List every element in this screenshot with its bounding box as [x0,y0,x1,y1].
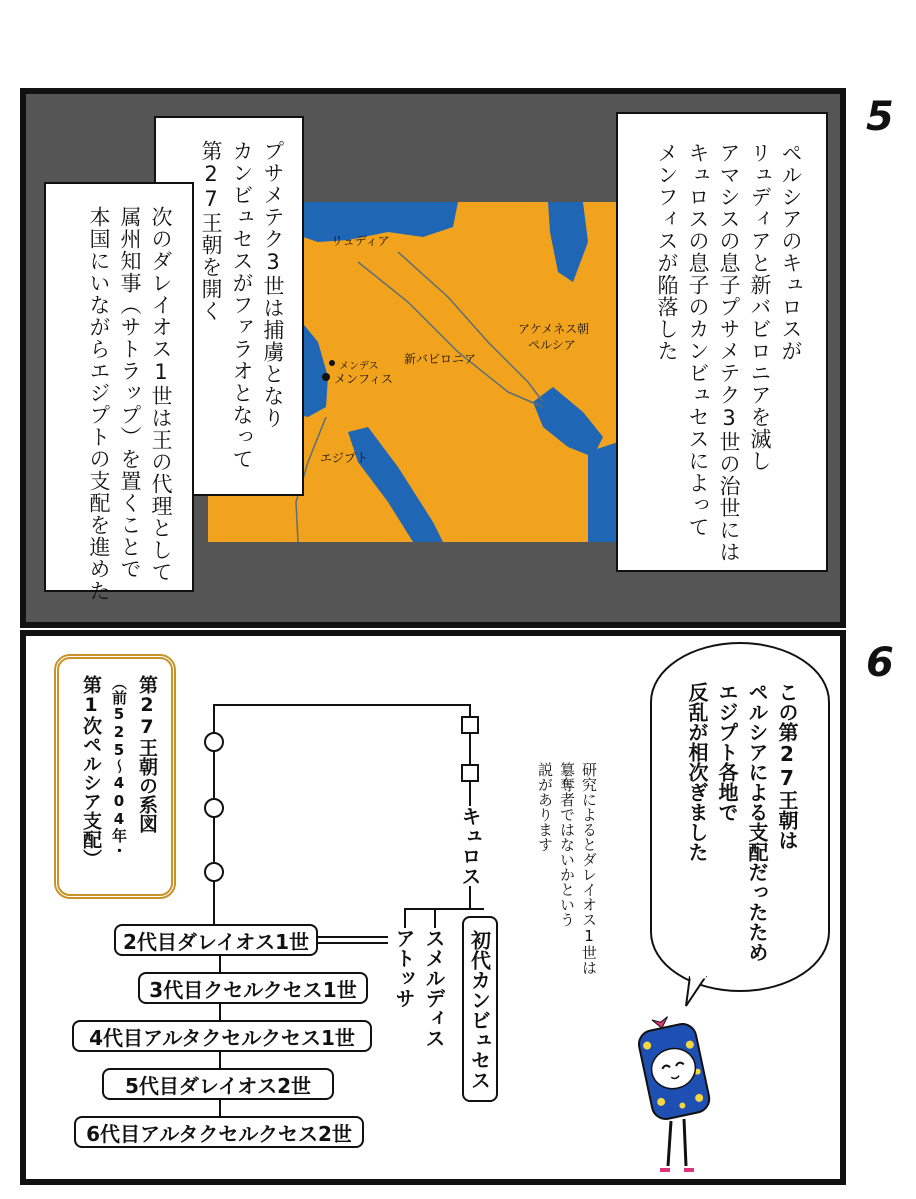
speech-text [682,682,802,972]
speech-line-2: ペルシアによる支配だったため [745,682,769,962]
king-2-box: 2代目ダレイオス1世 [114,924,318,956]
note-line-3: 説があります [536,762,554,852]
speech-line-4: 反乱が相次ぎました [685,682,709,862]
caption-left-top-line-2: カンビュセスがファラオとなって [230,140,254,470]
smerdis-drop [434,908,436,928]
cyrus-down-line [469,898,471,908]
caption-left-bottom-line-1: 次のダレイオス1世は王の代理として [149,206,173,583]
ancestor-square-1 [461,716,479,734]
atossa-name: アトッサ [392,928,416,1008]
arabian-sea [588,442,618,542]
panel-number-5: 5 [866,94,894,140]
marriage-line-top [316,936,388,938]
caption-right-line-4: キュロスの息子のカンビュセスによって [686,142,710,538]
title-line-1: 第27王朝の系図 [136,675,158,833]
children-horizontal-line [404,908,484,910]
cambyses-box: 初代カンビュセス [462,916,498,1102]
caption-right-line-3: アマシスの息子プサメテク3世の治世には [717,142,741,563]
map-label-achaemenid: アケメネス朝 [518,322,590,336]
caption-right-line-2: リュディアと新バビロニアを滅し [748,142,772,472]
note-line-2: 簒奪者ではないかという [558,762,576,927]
tree-top-line [213,704,469,706]
ancestor-square-2 [461,764,479,782]
mendes-dot [329,360,335,366]
genealogy-title-text [77,675,161,890]
map-label-persia: ペルシア [528,338,576,352]
speech-bubble [650,642,830,992]
map-label-memphis: メンフィス [334,372,394,386]
panel-number-6: 6 [866,640,894,686]
panel-6 [20,630,846,1185]
caption-right [616,112,828,572]
mascot-character [626,1006,726,1176]
caption-left-top-text [195,140,288,490]
caption-left-bottom [44,182,194,602]
title-line-3: 第1次ペルシア支配） [80,675,102,868]
caption-right-line-5: メンフィスが陥落した [655,142,679,362]
note-line-1: 研究によるとダレイオス1世は [580,762,598,975]
king-6-box: 6代目アルタクセルクセス2世 [74,1116,364,1148]
map-label-lydia: リュディア [331,234,390,248]
caption-right-line-1: ペルシアのキュロスが [779,142,803,362]
genealogy-title-box [54,654,176,899]
caption-right-text [651,142,806,562]
panel-5 [20,88,846,628]
cyrus-name: キュロス [456,806,485,886]
caption-left-bottom-line-2: 属州知事（サトラップ）を置くことで [118,206,142,580]
caption-left-top-line-3: 第27王朝を開く [199,140,223,322]
map-label-egypt: エジプト [320,451,369,465]
king-4-box: 4代目アルタクセルクセス1世 [72,1020,372,1052]
king-3-box: 3代目クセルクセス1世 [138,972,368,1004]
research-note [534,762,600,1002]
cyprus-island [323,334,343,342]
ancestor-circle-1 [204,732,224,752]
smerdis-name: スメルディス [422,928,446,1048]
map-label-mendes: メンデス [339,361,379,372]
ancestor-circle-3 [204,862,224,882]
marriage-line-bottom [316,942,388,944]
map-label-neo-babylonia: 新バビロニア [404,352,477,366]
title-line-2: （前525〜404年・ [110,675,128,858]
caption-left-bottom-text [83,206,176,602]
speech-line-3: エジプト各地で [715,682,739,822]
speech-line-1: この第27王朝は [775,682,799,850]
king-5-box: 5代目ダレイオス2世 [102,1068,334,1100]
caption-left-top-line-1: プサメテク3世は捕虜となり [261,140,285,429]
ancestor-circle-2 [204,798,224,818]
caption-left-bottom-line-3: 本国にいながらエジプトの支配を進めた [87,206,111,602]
atossa-drop [404,908,406,928]
memphis-dot [322,373,330,381]
